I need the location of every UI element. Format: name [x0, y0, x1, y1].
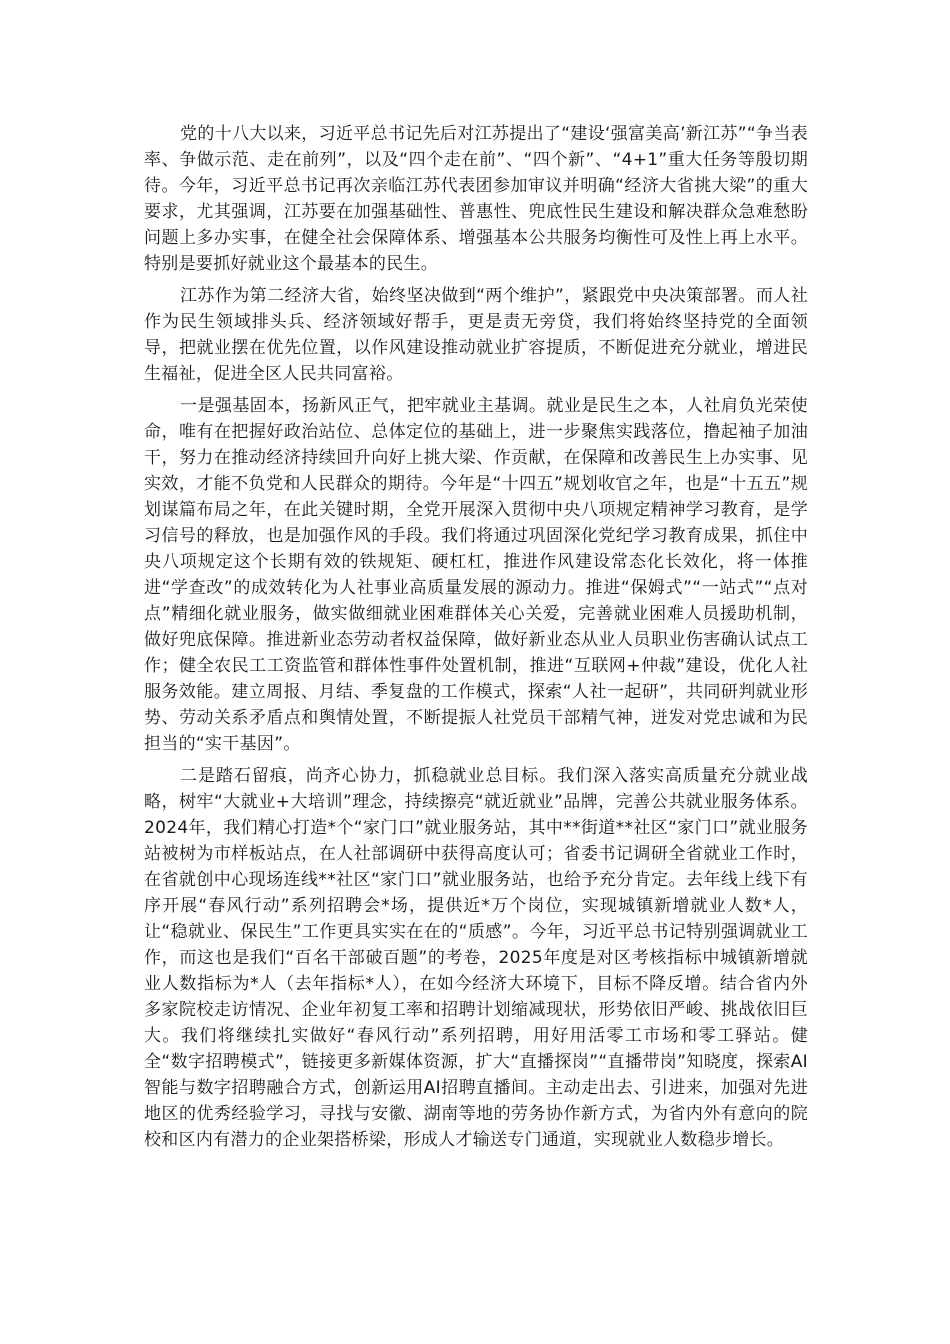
document-body [144, 121, 808, 1159]
paragraph-jiangsu-commitment: 江苏作为第二经济大省，始终坚决做到“两个维护”，紧跟党中央决策部署。而人社作为民生领域排头兵、经济领域好帮手，更是责无旁贷，我们将始终坚持党的全面领导，把就业摆在优先位置，以作风建设推动就业扩容提质，不断促进充分就业，增进民生福祉，促进全区人民共同富裕。 [144, 286, 808, 384]
paragraph-point-one: 一是强基固本，扬新风正气，把牢就业主基调。就业是民生之本，人社肩负光荣使命，唯有在把握好政治站位、总体定位的基础上，进一步聚焦实践落位，撸起袖子加油干，努力在推动经济持续回升向好上挑大梁、作贡献，在保障和改善民生上办实事、见实效，才能不负党和人民群众的期待。今年是“十四五”规划收官之年，也是“十五五”规划谋篇布局之年，在此关键时期，全党开展深入贯彻中央八项规定精神学习教育，是学习信号的释放，也是加强作风的手段。我们将通过巩固深化党纪学习教育成果，抓住中央八项规定这个长期有效的铁规矩、硬杠杠，推进作风建设常态化长效化，将一体推进“学查改”的成效转化为人社事业高质量发展的源动力。推进“保姆式”“一站式”“点对点”精细化就业服务，做实做细就业困难群体关心关爱，完善就业困难人员援助机制，做好兜底保障。推进新业态劳动者权益保障，做好新业态从业人员职业伤害确认试点工作；健全农民工工资监管和群体性事件处置机制，推进“互联网+仲裁”建设，优化人社服务效能。建立周报、月结、季复盘的工作模式，探索“人社一起研”，共同研判就业形势、劳动关系矛盾点和舆情处置，不断提振人社党员干部精气神，迸发对党忠诚和为民担当的“实干基因”。 [144, 396, 808, 754]
paragraph-intro: 党的十八大以来，习近平总书记先后对江苏提出了“建设‘强富美高’新江苏”“争当表率、争做示范、走在前列”，以及“四个走在前”、“四个新”、“4+1”重大任务等殷切期待。今年，习近平总书记再次亲临江苏代表团参加审议并明确“经济大省挑大梁”的重大要求，尤其强调，江苏要在加强基础性、普惠性、兜底性民生建设和解决群众急难愁盼问题上多办实事，在健全社会保障体系、增强基本公共服务均衡性可及性上再上水平。特别是要抓好就业这个最基本的民生。 [144, 124, 808, 274]
paragraph-point-two: 二是踏石留痕，尚齐心协力，抓稳就业总目标。我们深入落实高质量充分就业战略，树牢“大就业+大培训”理念，持续擦亮“就近就业”品牌，完善公共就业服务体系。2024年，我们精心打造*个“家门口”就业服务站，其中**街道**社区“家门口”就业服务站被树为市样板站点，在人社部调研中获得高度认可；省委书记调研全省就业工作时，在省就创中心现场连线**社区“家门口”就业服务站，也给予充分肯定。去年线上线下有序开展“春风行动”系列招聘会*场，提供近*万个岗位，实现城镇新增就业人数*人，让“稳就业、保民生”工作更具实实在在的“质感”。今年，习近平总书记特别强调就业工作，而这也是我们“百名干部破百题”的考卷，2025年度是对区考核指标中城镇新增就业人数指标为*人（去年指标*人），在如今经济大环境下，目标不降反增。结合省内外多家院校走访情况、企业年初复工率和招聘计划缩减现状，形势依旧严峻、挑战依旧巨大。我们将继续扎实做好“春风行动”系列招聘，用好用活零工市场和零工驿站。健全“数字招聘模式”，链接更多新媒体资源，扩大“直播探岗”“直播带岗”知晓度，探索AI智能与数字招聘融合方式，创新运用AI招聘直播间。主动走出去、引进来，加强对先进地区的优秀经验学习，寻找与安徽、湖南等地的劳务协作新方式，为省内外有意向的院校和区内有潜力的企业架搭桥梁，形成人才输送专门通道，实现就业人数稳步增长。 [144, 766, 808, 1150]
